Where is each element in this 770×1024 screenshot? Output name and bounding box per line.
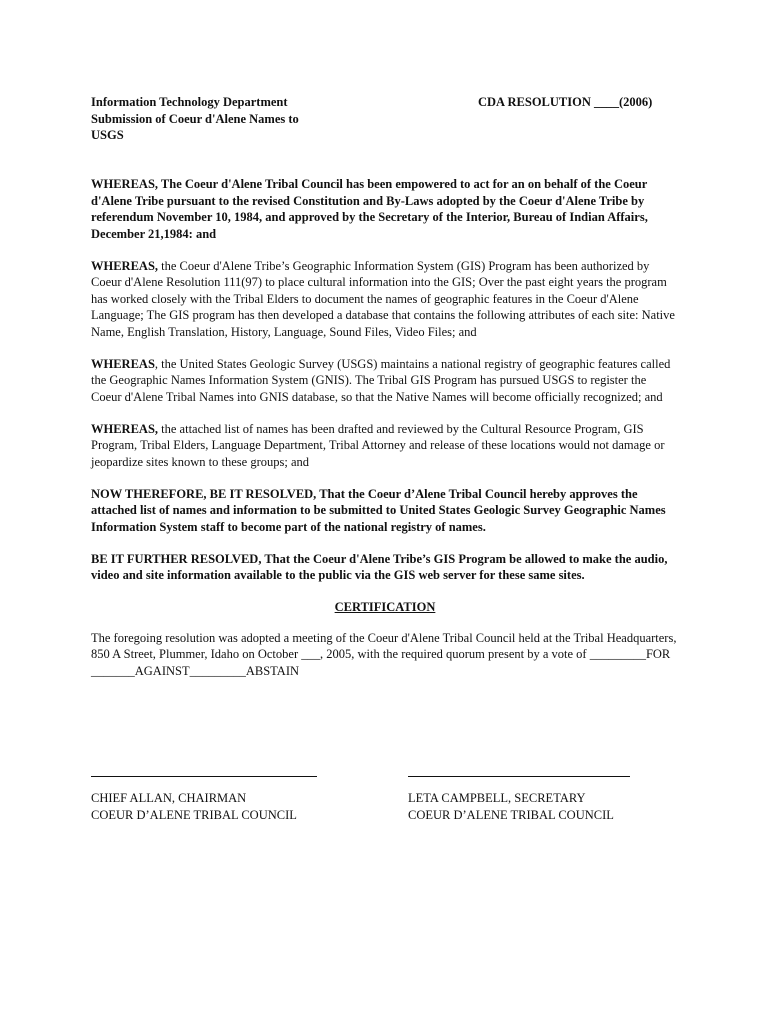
further-resolved-paragraph: BE IT FURTHER RESOLVED, That the Coeur d'Alene Tribe’s GIS Program be allowed to make the audio, video and site information available to the public via the GIS web server for these same sites. bbox=[91, 551, 668, 582]
secretary-signature-block bbox=[408, 790, 614, 823]
department-header bbox=[91, 94, 391, 144]
secretary-name: LETA CAMPBELL, SECRETARY bbox=[408, 791, 586, 805]
chairman-organization: COEUR D’ALENE TRIBAL COUNCIL bbox=[91, 807, 297, 822]
certification-text: The foregoing resolution was adopted a meeting of the Coeur d'Alene Tribal Council held at the Tribal Headquarters, 850 A Street, Plummer, Idaho on October ___, 2005, with the required quorum present by a vote of _________FOR _______AGAINST_________ABSTAIN bbox=[91, 630, 677, 678]
department-line-1: Information Technology Department bbox=[91, 95, 288, 109]
whereas-usgs-text: , the United States Geologic Survey (USGS) maintains a national registry of geographic features called the Geographic Names Information System (GNIS). The Tribal GIS Program has pursued USGS to register the Coeur d'Alene Tribal Names into GNIS database, so that the Native Names will become officially recognized; and bbox=[91, 356, 671, 404]
whereas-keyword: WHEREAS, bbox=[91, 421, 159, 436]
whereas-usgs-paragraph bbox=[91, 356, 679, 406]
secretary-signature-line bbox=[408, 776, 630, 777]
whereas-council-paragraph: WHEREAS, The Coeur d'Alene Tribal Council has been empowered to act for an on behalf of the Coeur d'Alene Tribe pursuant to the revised Constitution and By-Laws adopted by the Coeur d'Alene Tribe by referendum November 10, 1984, and approved by the Secretary of the Interior, Bureau of Indian Affairs, December 21,1984: and bbox=[91, 177, 648, 241]
certification-title: CERTIFICATION bbox=[334, 600, 436, 614]
whereas-list-paragraph bbox=[91, 421, 679, 471]
whereas-gis-text: the Coeur d'Alene Tribe’s Geographic Information System (GIS) Program has been authorized by Coeur d'Alene Resolution 111(97) to place cultural information into the GIS; Over the past eight years the program has worked closely with the Tribal Elders to document the names of geographic features in the Coeur d'Alene Language; The GIS program has then developed a database that contains the following attributes of each site: Native Name, English Translation, History, Language, Sound Files, Video Files; and bbox=[91, 258, 675, 339]
whereas-list-text: the attached list of names has been drafted and reviewed by the Cultural Resource Program, GIS Program, Tribal Elders, Language Department, Tribal Attorney and release of these locations would not damage or jeopardize sites known to these groups; and bbox=[91, 421, 665, 469]
whereas-gis-paragraph bbox=[91, 258, 679, 341]
resolution-number: CDA RESOLUTION ____(2006) bbox=[478, 95, 653, 109]
department-line-3: USGS bbox=[91, 128, 124, 142]
whereas-keyword: WHEREAS bbox=[91, 356, 155, 371]
chairman-name: CHIEF ALLAN, CHAIRMAN bbox=[91, 791, 247, 805]
department-line-2: Submission of Coeur d'Alene Names to bbox=[91, 111, 299, 126]
whereas-keyword: WHEREAS, bbox=[91, 258, 159, 273]
chairman-signature-line bbox=[91, 776, 317, 777]
chairman-signature-block bbox=[91, 790, 297, 823]
secretary-organization: COEUR D’ALENE TRIBAL COUNCIL bbox=[408, 807, 614, 822]
resolution-body bbox=[91, 176, 679, 695]
now-therefore-paragraph: NOW THEREFORE, BE IT RESOLVED, That the Coeur d’Alene Tribal Council hereby approves the attached list of names and information to be submitted to United States Geologic Survey Geographic Names Information System staff to become part of the national registry of names. bbox=[91, 486, 666, 534]
